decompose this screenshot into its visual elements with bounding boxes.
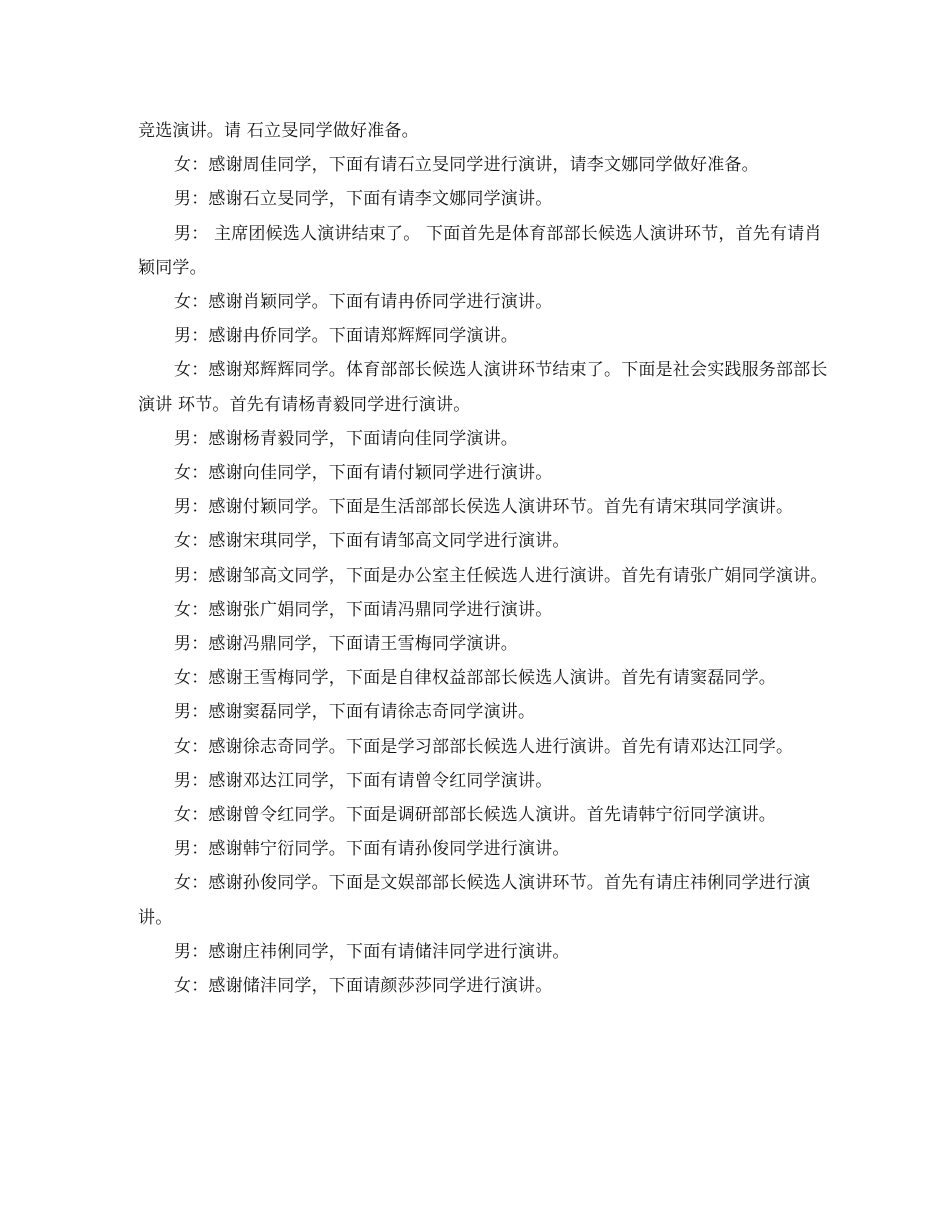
- paragraph: 男：感谢邓达江同学，下面有请曾令红同学演讲。: [174, 770, 553, 791]
- paragraph: 女：感谢宋琪同学，下面有请邹高文同学进行演讲。: [174, 531, 570, 552]
- paragraph: 女：感谢王雪梅同学，下面是自律权益部部长候选人演讲。首先有请窦磊同学。: [174, 668, 776, 689]
- paragraph: 男： 主席团候选人演讲结束了。 下面首先是体育部部长候选人演讲环节，首先有请肖颖同学。: [138, 223, 822, 278]
- paragraph: 男：感谢冉侨同学。下面请郑辉辉同学演讲。: [174, 326, 518, 347]
- paragraph: 女：感谢徐志奇同学。下面是学习部部长候选人进行演讲。首先有请邓达江同学。: [174, 736, 794, 757]
- paragraph: 女：感谢孙俊同学。下面是文娱部部长候选人演讲环节。首先有请庄祎俐同学进行演讲。: [138, 873, 811, 928]
- paragraph: 女：感谢曾令红同学。下面是调研部部长候选人演讲。首先请韩宁衍同学演讲。: [174, 805, 776, 826]
- paragraph: 女：感谢郑辉辉同学。体育部部长候选人演讲环节结束了。下面是社会实践服务部部长演讲 环节。首先有请杨青毅同学进行演讲。: [138, 360, 828, 415]
- paragraph: 男：感谢韩宁衍同学。下面有请孙俊同学进行演讲。: [174, 839, 570, 860]
- document-body: [138, 114, 828, 1003]
- paragraph: 男：感谢杨青毅同学，下面请向佳同学演讲。: [174, 428, 518, 449]
- paragraph: 男：感谢邹高文同学，下面是办公室主任候选人进行演讲。首先有请张广娟同学演讲。: [174, 565, 828, 586]
- paragraph: 女：感谢周佳同学，下面有请石立旻同学进行演讲，请李文娜同学做好准备。: [174, 155, 759, 176]
- paragraph: 女：感谢肖颖同学。下面有请冉侨同学进行演讲。: [174, 292, 553, 313]
- paragraph: 男：感谢付颖同学。下面是生活部部长侯选人演讲环节。首先有请宋琪同学演讲。: [174, 497, 794, 518]
- paragraph: 女：感谢向佳同学，下面有请付颖同学进行演讲。: [174, 463, 553, 484]
- paragraph: 女：感谢张广娟同学，下面请冯鼎同学进行演讲。: [174, 599, 553, 620]
- paragraph: 女：感谢储沣同学，下面请颜莎莎同学进行演讲。: [174, 976, 553, 997]
- paragraph: 男：感谢石立旻同学，下面有请李文娜同学演讲。: [174, 189, 553, 210]
- paragraph: 男：感谢庄祎俐同学，下面有请储沣同学进行演讲。: [174, 941, 570, 962]
- paragraph: 男：感谢冯鼎同学，下面请王雪梅同学演讲。: [174, 634, 518, 655]
- paragraph: 男：感谢窦磊同学，下面有请徐志奇同学演讲。: [174, 702, 536, 723]
- paragraph: 竞选演讲。请 石立旻同学做好准备。: [138, 121, 419, 141]
